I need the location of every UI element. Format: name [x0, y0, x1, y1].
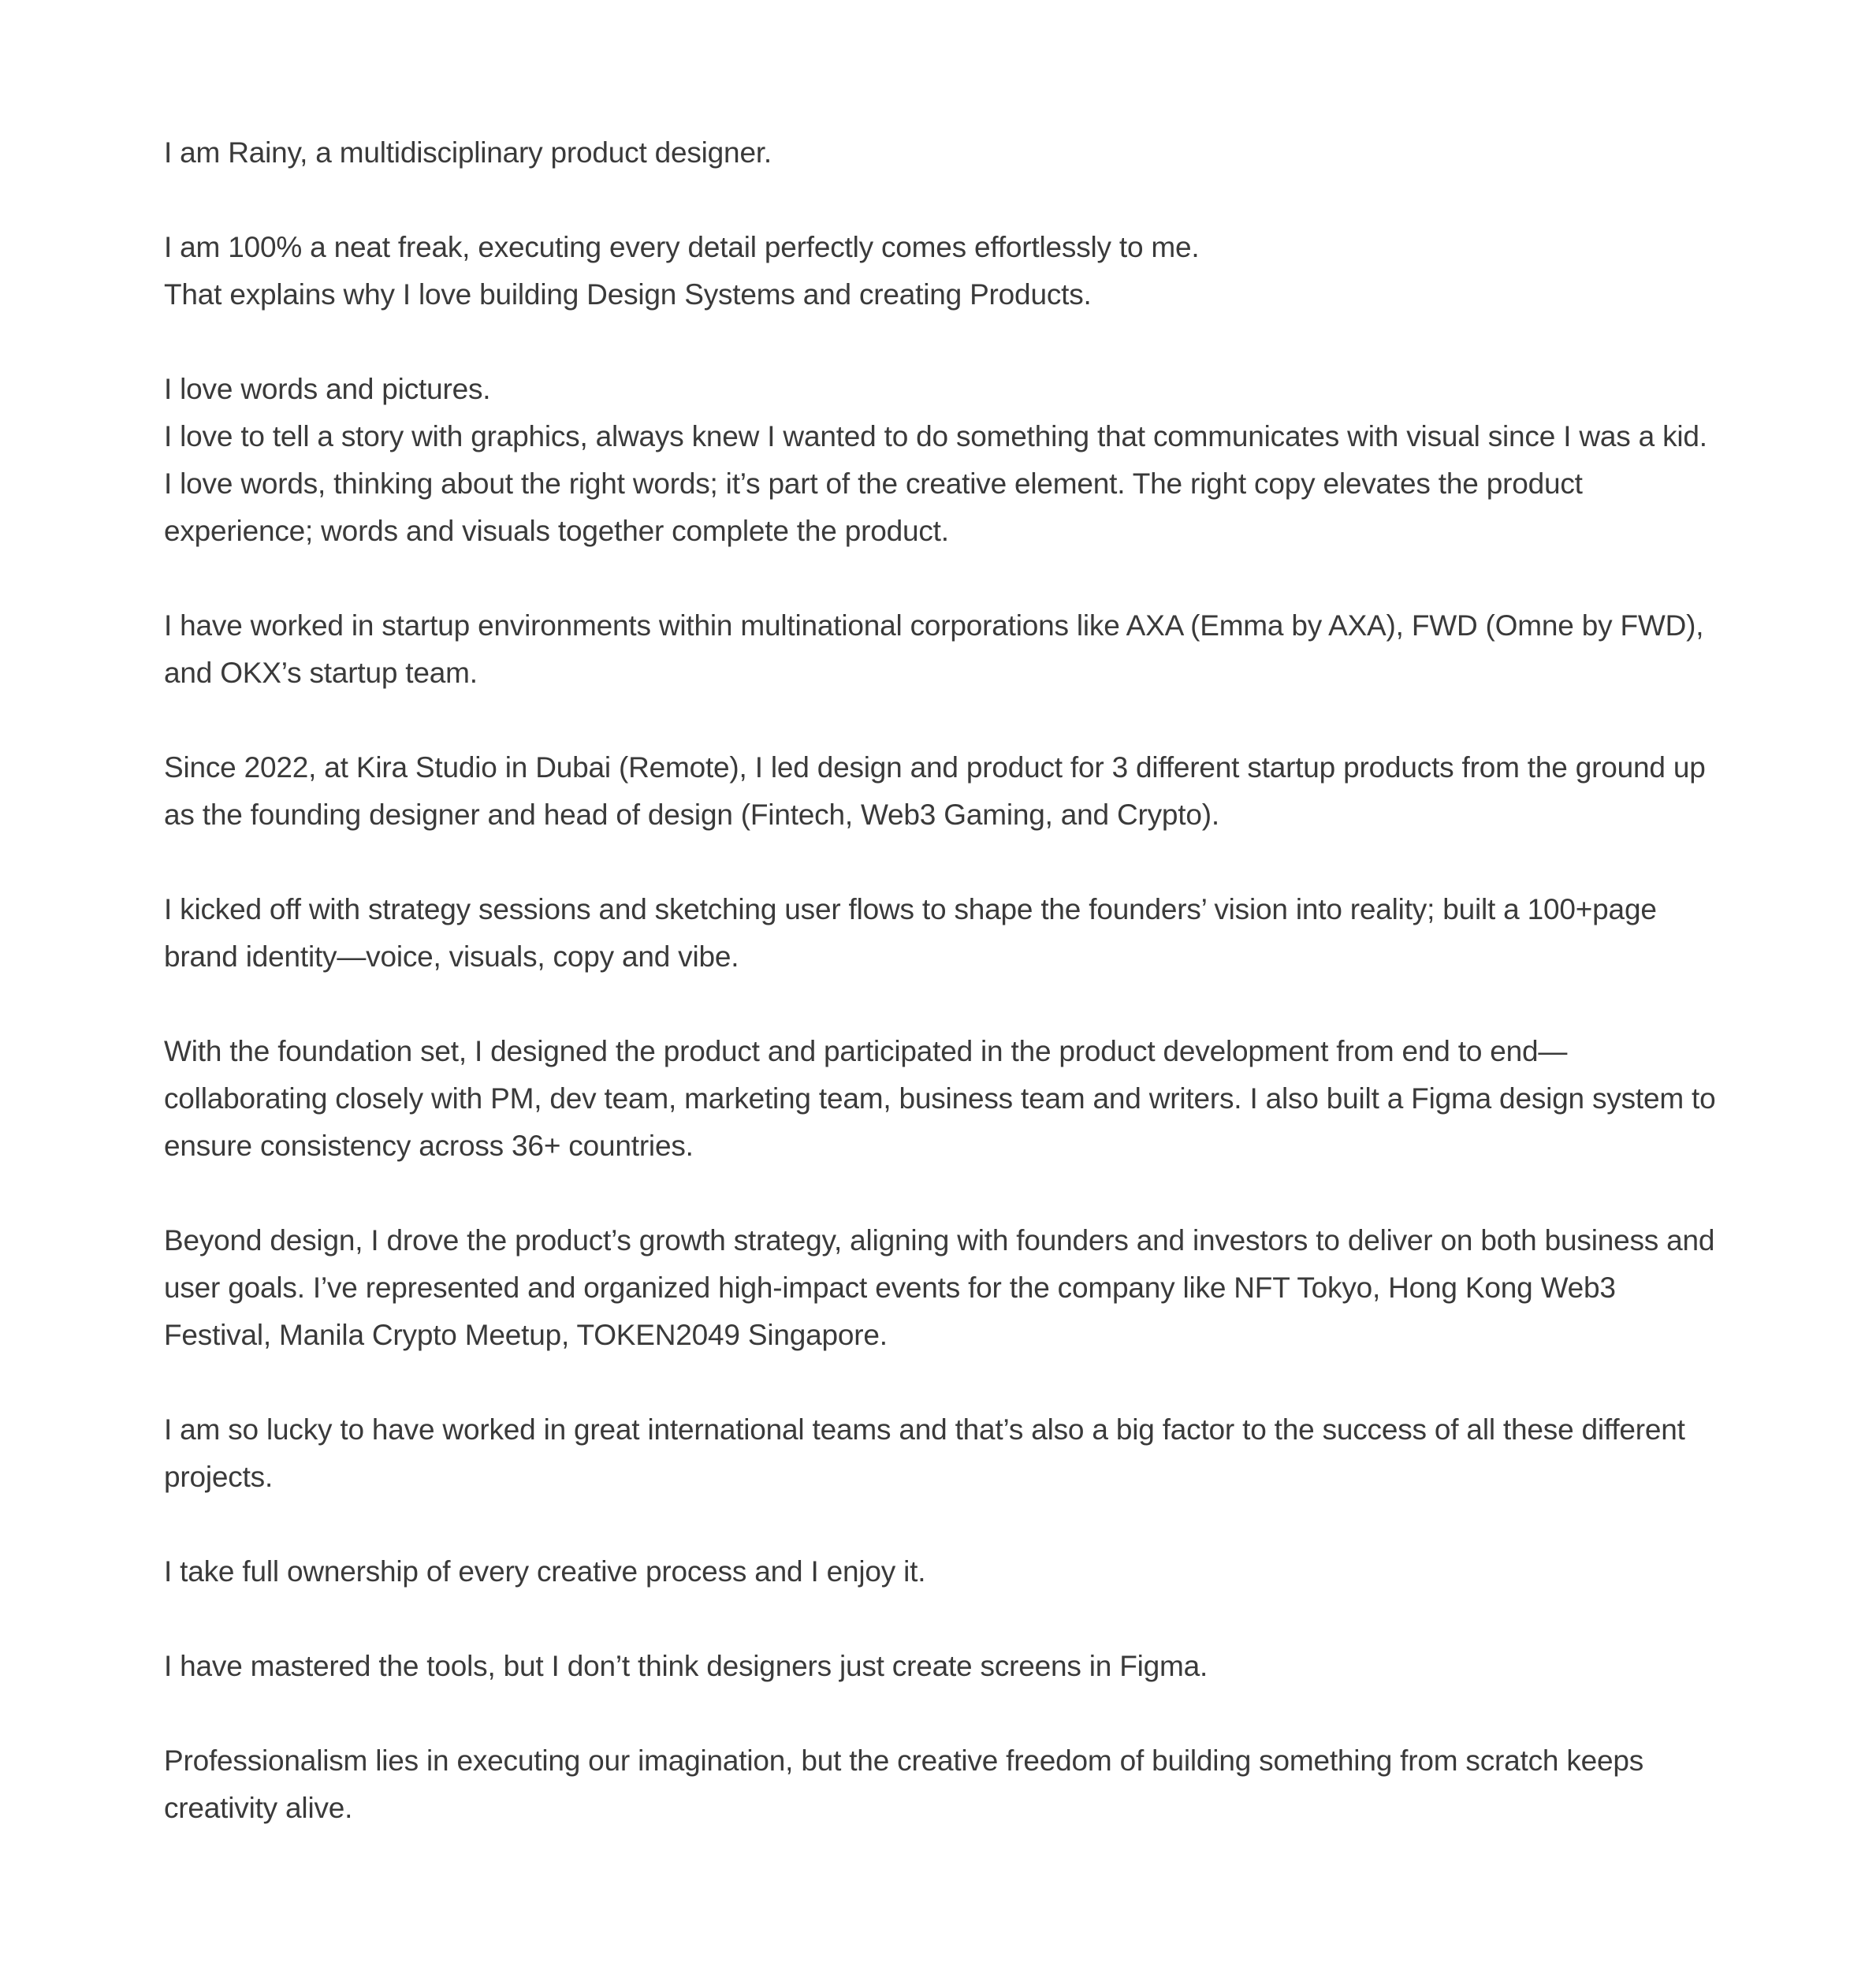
- about-section: [164, 129, 1721, 1832]
- foundation-paragraph: With the foundation set, I designed the product and participated in the product development from end to end—collaborating closely with PM, dev team, marketing team, business team and writers. I also built a Figma design system to ensure consistency across 36+ countries.: [164, 1035, 1716, 1162]
- intro-paragraph: I am Rainy, a multidisciplinary product designer.: [164, 136, 772, 169]
- growth-strategy-paragraph: Beyond design, I drove the product’s growth strategy, aligning with founders and investors to deliver on both business and user goals. I’ve represented and organized high-impact events for the company like NFT Tokyo, Hong Kong Web3 Festival, Manila Crypto Meetup, TOKEN2049 Singapore.: [164, 1224, 1715, 1351]
- words-pictures-paragraph: [164, 366, 1721, 555]
- kira-studio-paragraph: Since 2022, at Kira Studio in Dubai (Remote), I led design and product for 3 different startup products from the ground up as the founding designer and head of design (Fintech, Web3 Gaming, and Crypto).: [164, 751, 1706, 831]
- storytelling-line: I love to tell a story with graphics, always knew I wanted to do something that communicates with visual since I was a kid. I love words, thinking about the right words; it’s part of the creative element. The right copy elevates the product experience; words and visuals together complete the product.: [164, 420, 1707, 547]
- startup-experience-paragraph: I have worked in startup environments within multinational corporations like AXA (Emma by AXA), FWD (Omne by FWD), and OKX’s startup team.: [164, 609, 1704, 689]
- ownership-paragraph: I take full ownership of every creative process and I enjoy it.: [164, 1555, 926, 1588]
- international-teams-paragraph: I am so lucky to have worked in great international teams and that’s also a big factor to the success of all these different projects.: [164, 1413, 1685, 1493]
- words-pictures-line: I love words and pictures.: [164, 373, 491, 405]
- kickoff-paragraph: I kicked off with strategy sessions and sketching user flows to shape the founders’ vision into reality; built a 100+page brand identity—voice, visuals, copy and vibe.: [164, 893, 1657, 973]
- neat-freak-paragraph: [164, 224, 1721, 318]
- professionalism-paragraph: Professionalism lies in executing our imagination, but the creative freedom of building something from scratch keeps creativity alive.: [164, 1744, 1644, 1824]
- neat-freak-line: I am 100% a neat freak, executing every detail perfectly comes effortlessly to me.: [164, 231, 1200, 263]
- design-systems-line: That explains why I love building Design Systems and creating Products.: [164, 278, 1092, 311]
- tools-paragraph: I have mastered the tools, but I don’t think designers just create screens in Figma.: [164, 1650, 1208, 1682]
